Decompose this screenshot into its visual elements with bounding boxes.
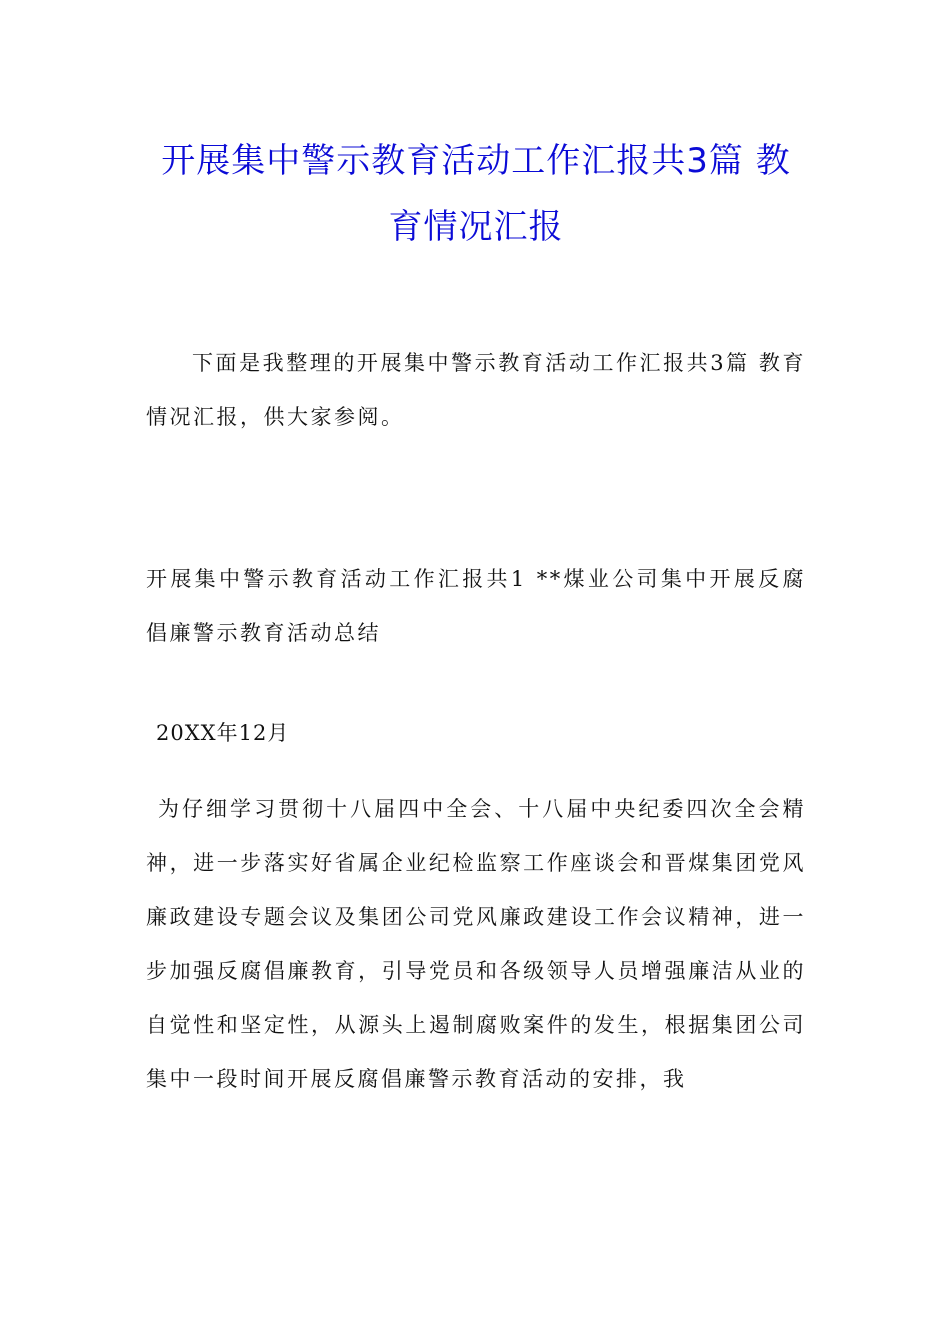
- document-date: 20XX年12月: [156, 721, 290, 745]
- document-title: 开展集中警示教育活动工作汇报共3篇 教育情况汇报: [161, 141, 791, 247]
- section-heading: 开展集中警示教育活动工作汇报共1 **煤业公司集中开展反腐倡廉警示教育活动总结: [146, 567, 806, 645]
- intro-paragraph: 下面是我整理的开展集中警示教育活动工作汇报共3篇 教育情况汇报，供大家参阅。: [146, 351, 806, 429]
- body-paragraph: 为仔细学习贯彻十八届四中全会、十八届中央纪委四次全会精神，进一步落实好省属企业纪检监察工作座谈会和晋煤集团党风廉政建设专题会议及集团公司党风廉政建设工作会议精神，进一步加强反腐倡廉教育，引导党员和各级领导人员增强廉洁从业的自觉性和坚定性，从源头上遏制腐败案件的发生，根据集团公司集中一段时间开展反腐倡廉警示教育活动的安排，我: [146, 797, 806, 1091]
